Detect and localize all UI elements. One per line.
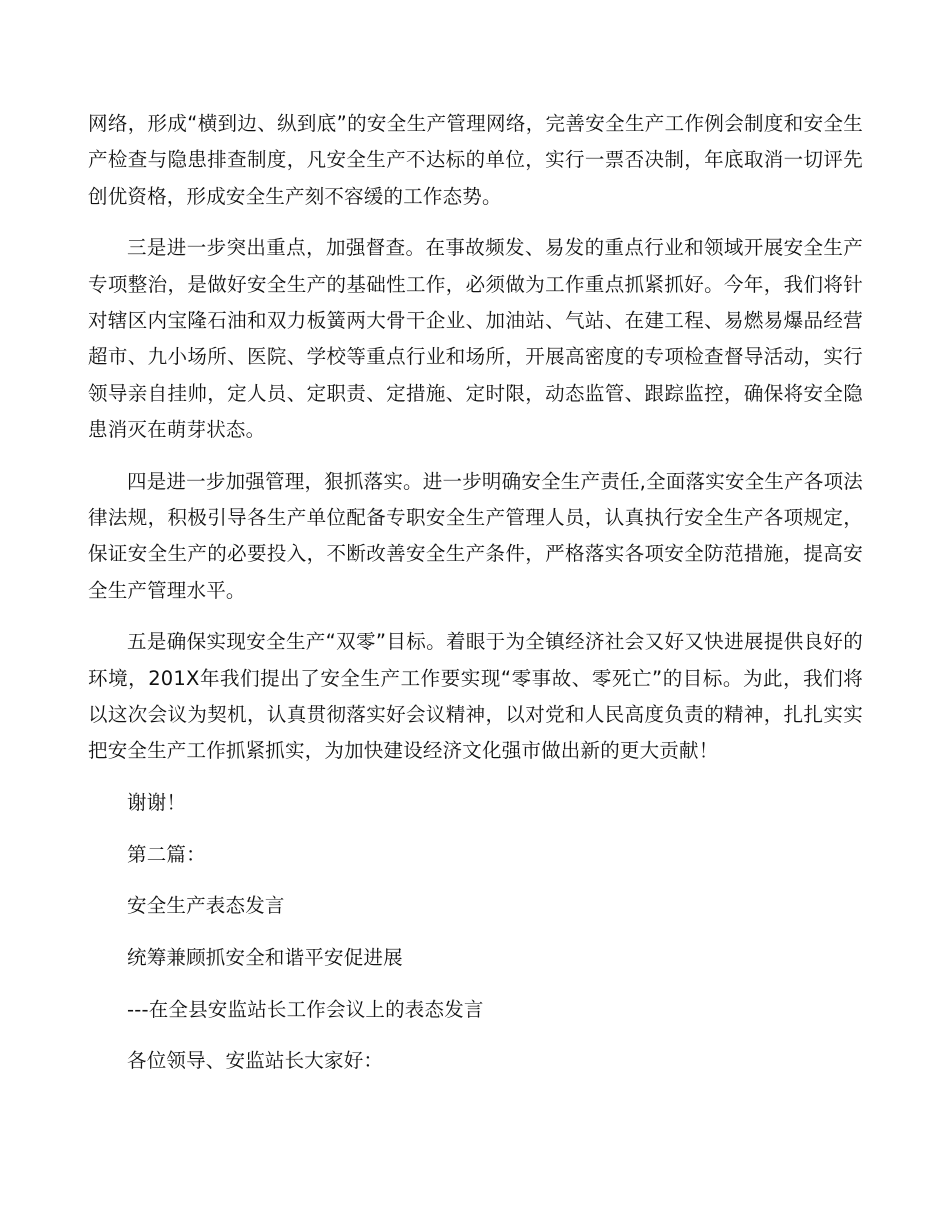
speech-title: 统筹兼顾抓安全和谐平安促进展 [127,946,403,970]
speech-subtitle: ---在全县安监站长工作会议上的表态发言 [127,997,484,1021]
salutation: 各位领导、安监站长大家好： [127,1049,384,1073]
section-title: 安全生产表态发言 [127,894,285,918]
section-label: 第二篇： [127,842,206,866]
paragraph-3: 四是进一步加强管理，狠抓落实。进一步明确安全生产责任,全面落实安全生产各项法律法规，积极引导各生产单位配备专职安全生产管理人员，认真执行安全生产各项规定，保证安全生产的必要投入，不断改善安全生产条件，严格落实各项安全防范措施，提高安全生产管理水平。 [88,469,863,602]
paragraph-1: 网络，形成“横到边、纵到底”的安全生产管理网络，完善安全生产工作例会制度和安全生产检查与隐患排查制度，凡安全生产不达标的单位，实行一票否决制，年底取消一切评先创优资格，形成安全生产刻不容缓的工作态势。 [88,112,863,208]
paragraph-4: 五是确保实现安全生产“双零”目标。着眼于为全镇经济社会又好又快进展提供良好的环境，201X年我们提出了安全生产工作要实现“零事故、零死亡”的目标。为此，我们将以这次会议为契机，认真贯彻落实好会议精神，以对党和人民高度负责的精神，扎扎实实把安全生产工作抓紧抓实，为加快建设经济文化强市做出新的更大贡献！ [88,630,863,763]
thanks-line: 谢谢！ [127,791,187,815]
document-page [88,106,863,1080]
paragraph-2: 三是进一步突出重点，加强督查。在事故频发、易发的重点行业和领域开展安全生产专项整治，是做好安全生产的基础性工作，必须做为工作重点抓紧抓好。今年，我们将针对辖区内宝隆石油和双力板簧两大骨干企业、加油站、气站、在建工程、易燃易爆品经营超市、九小场所、医院、学校等重点行业和场所，开展高密度的专项检查督导活动，实行领导亲自挂帅，定人员、定职责、定措施、定时限，动态监管、跟踪监控，确保将安全隐患消灭在萌芽状态。 [88,236,863,441]
